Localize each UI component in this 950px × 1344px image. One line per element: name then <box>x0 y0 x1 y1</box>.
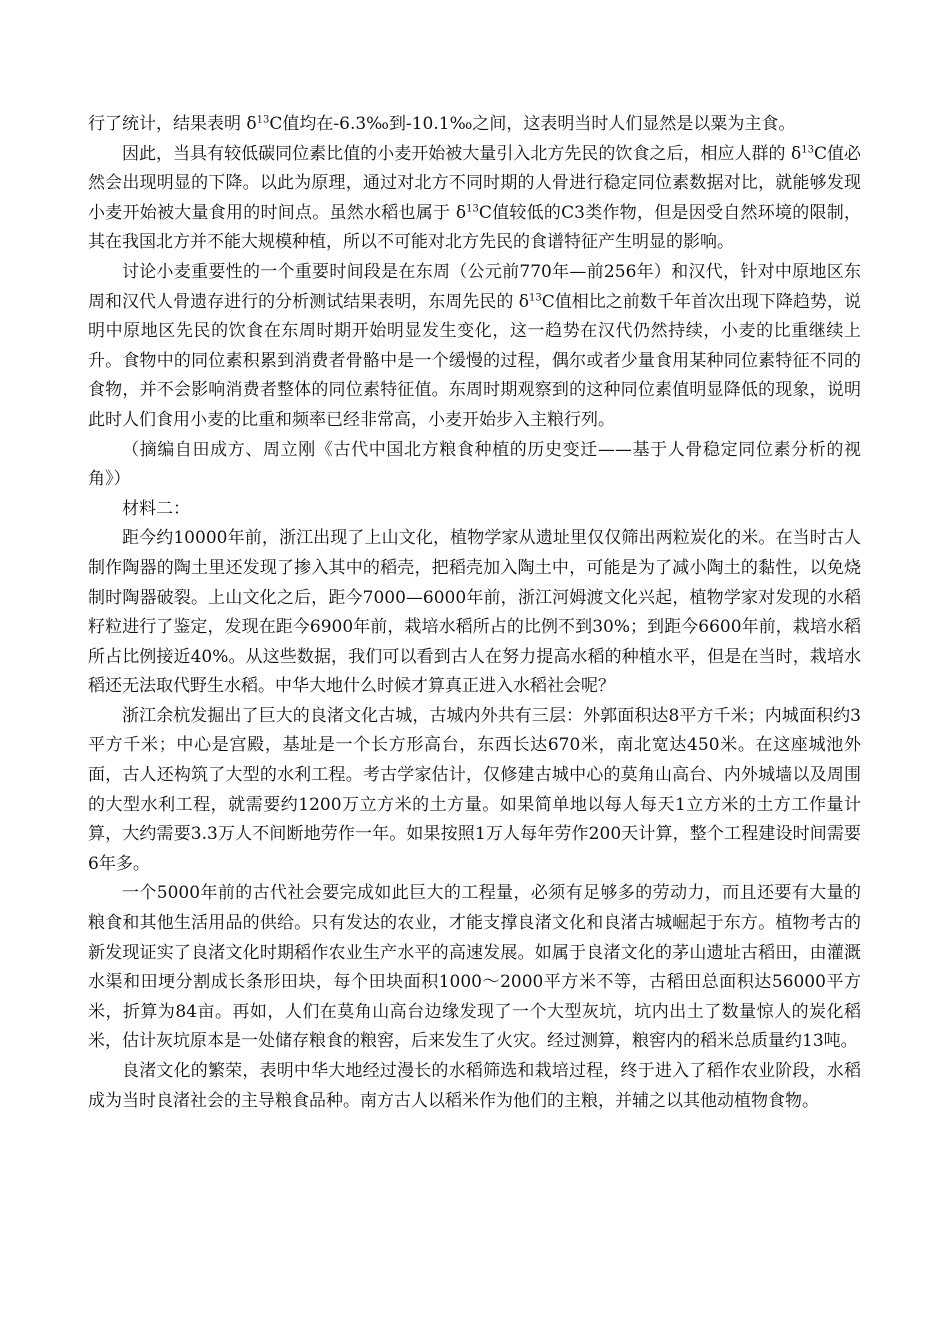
paragraph-labor-and-rice: 一个5000年前的古代社会要完成如此巨大的工程量，必须有足够多的劳动力，而且还要有大量的粮食和其他生活用品的供给。只有发达的农业，才能支撑良渚文化和良渚古城崛起于东方。植物考古的新发现证实了良渚文化时期稻作农业生产水平的高速发展。如属于良渚文化的茅山遗址古稻田，由灌溉水渠和田埂分割成长条形田块，每个田块面积1000～2000平方米不等，古稻田总面积达56000平方米，折算为84亩。再如，人们在莫角山高台边缘发现了一个大型灰坑，坑内出土了数量惊人的炭化稻米，估计灰坑原本是一处储存粮食的粮窖，后来发生了火灾。经过测算，粮窖内的稻米总质量约13吨。 <box>88 883 861 1052</box>
paragraph-statistics: 行了统计，结果表明 $\delta^{13}C$值均在-6.3‰到-10.1‰之间，这表明当时人们显然是以粟为主食。 <box>88 114 796 134</box>
document-page <box>88 110 861 1116</box>
paragraph-liangzhu-prosperity: 良渚文化的繁荣，表明中华大地经过漫长的水稻筛选和栽培过程，终于进入了稻作农业阶段，水稻成为当时良渚社会的主导粮食品种。南方古人以稻米作为他们的主粮，并辅之以其他动植物食物。 <box>88 1061 861 1111</box>
source-citation: （摘编自田成方、周立刚《古代中国北方粮食种植的历史变迁——基于人骨稳定同位素分析的视角》） <box>88 439 861 490</box>
paragraph-shangshan-culture: 距今约10000年前，浙江出现了上山文化，植物学家从遗址里仅仅筛出两粒炭化的米。在当时古人制作陶器的陶土里还发现了掺入其中的稻壳，把稻壳加入陶土中，可能是为了减小陶土的黏性，以免烧制时陶器破裂。上山文化之后，距今7000—6000年前，浙江河姆渡文化兴起，植物学家对发现的水稻籽粒进行了鉴定，发现在距今6900年前，栽培水稻所占的比例不到30%；到距今6600年前，栽培水稻所占比例接近40%。从这些数据，我们可以看到古人在努力提高水稻的种植水平，但是在当时，栽培水稻还无法取代野生水稻。中华大地什么时候才算真正进入水稻社会呢？ <box>88 528 861 697</box>
material-two-heading: 材料二： <box>122 498 190 519</box>
paragraph-liangzhu-city: 浙江余杭发掘出了巨大的良渚文化古城，古城内外共有三层：外郭面积达8平方千米；内城面积约3平方千米；中心是宫殿，基址是一个长方形高台，东西长达670米，南北宽达450米。在这座城池外面，古人还构筑了大型的水利工程。考古学家估计，仅修建古城中心的莫角山高台、内外城墙以及周围的大型水利工程，就需要约1200万立方米的土方量。如果简单地以每人每天1立方米的土方工作量计算，大约需要3.3万人不间断地劳作一年。如果按照1万人每年劳作200天计算，整个工程建设时间需要6年多。 <box>88 705 861 874</box>
paragraph-eastern-zhou: 讨论小麦重要性的一个重要时间段是在东周（公元前770年—前256年）和汉代，针对中原地区东周和汉代人骨遗存进行的分析测试结果表明，东周先民的 $\delta^{13}C$值相比之前数千年首次出现下降趋势，说明中原地区先民的饮食在东周时期开始明显发生变化，这一趋势在汉代仍然持续，小麦的比重继续上升。食物中的同位素积累到消费者骨骼中是一个缓慢的过程，偶尔或者少量食用某种同位素特征不同的食物，并不会影响消费者整体的同位素特征值。东周时期观察到的这种同位素值明显降低的现象，说明此时人们食用小麦的比重和频率已经非常高，小麦开始步入主粮行列。 <box>88 261 861 430</box>
paragraph-isotope-principle: 因此，当具有较低碳同位素比值的小麦开始被大量引入北方先民的饮食之后，相应人群的 $\delta^{13}C$值必然会出现明显的下降。以此为原理，通过对北方不同时期的人骨进行稳定同位素数据对比，就能够发现小麦开始被大量食用的时间点。虽然水稻也属于 $\delta^{13}C$值较低的C3类作物，但是因受自然环境的限制，其在我国北方并不能大规模种植，所以不可能对北方先民的食谱特征产生明显的影响。 <box>88 143 861 253</box>
